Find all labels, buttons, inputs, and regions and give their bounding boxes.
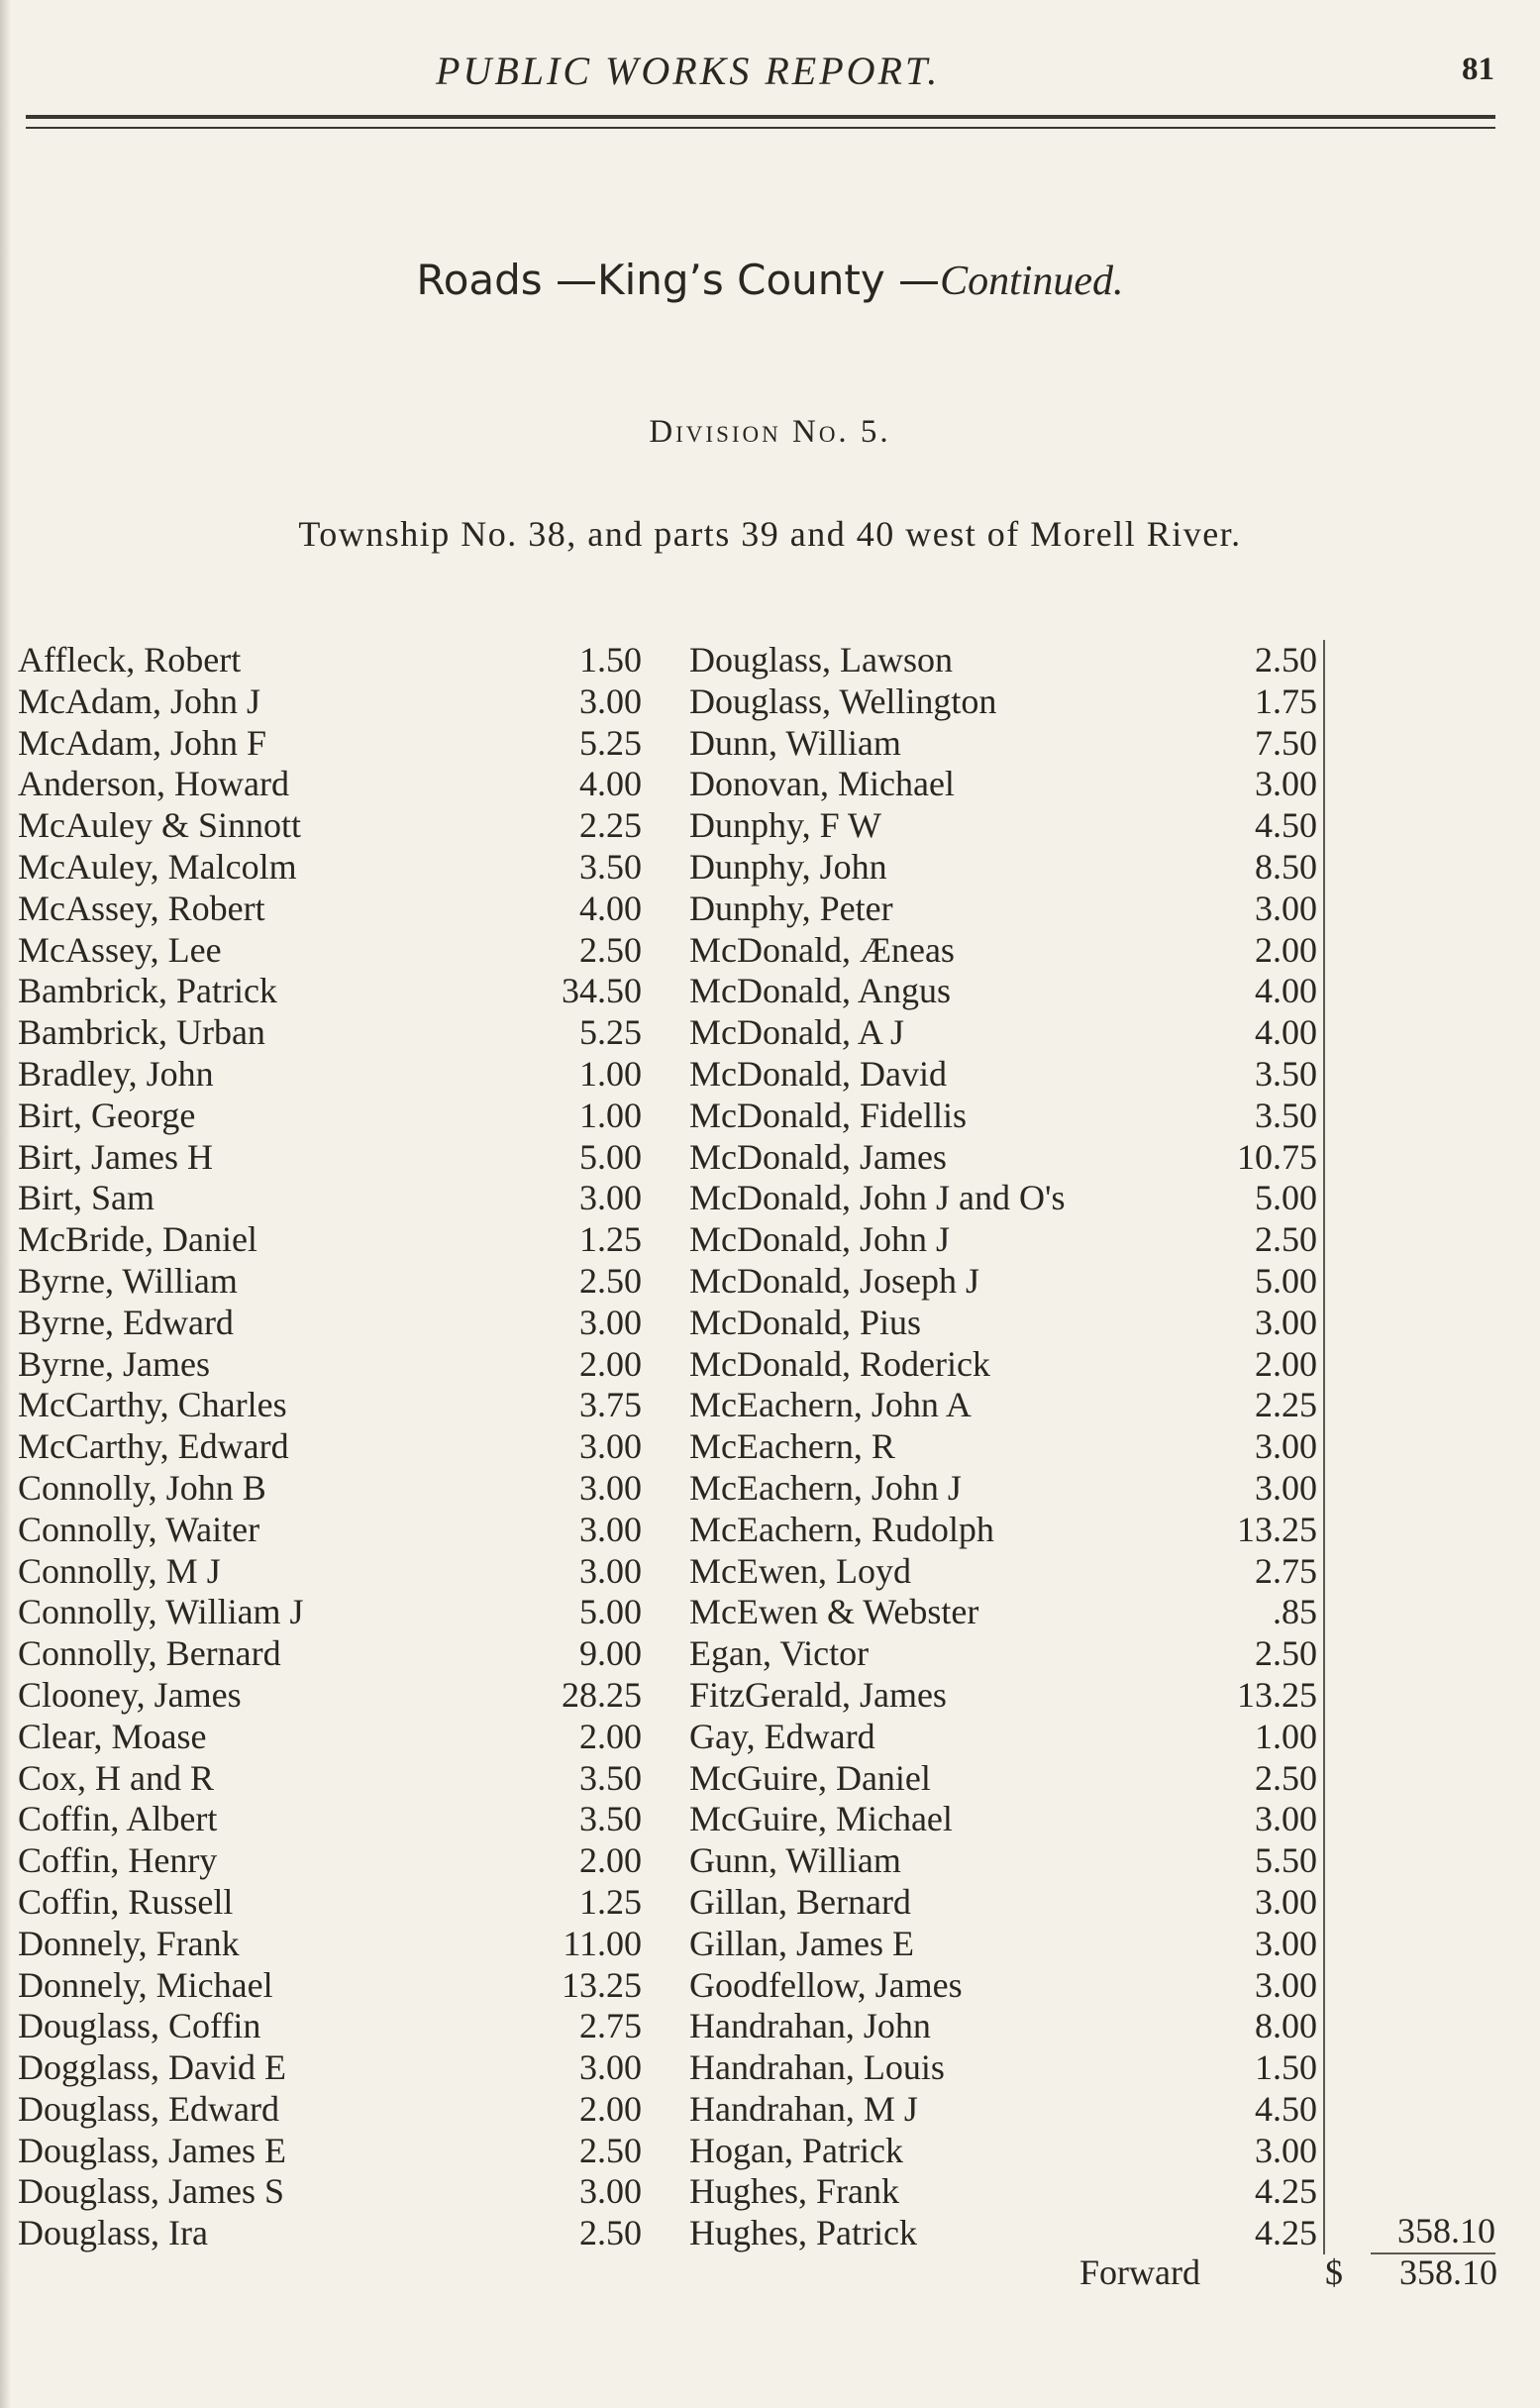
payment-amount: 3.00 — [1255, 1964, 1317, 2005]
payee-name: Bambrick, Patrick — [18, 971, 277, 1011]
payment-amount: 3.00 — [1255, 764, 1317, 804]
payment-amount: 8.50 — [1255, 846, 1317, 887]
payment-amount: 13.25 — [1237, 1674, 1317, 1715]
payment-amount: 4.25 — [1255, 2213, 1317, 2253]
payment-amount: 2.50 — [1255, 1633, 1317, 1674]
payment-amount: 2.25 — [1255, 1385, 1317, 1425]
payee-name: Douglass, Coffin — [18, 2006, 261, 2046]
payment-amount: 2.00 — [579, 1343, 642, 1384]
ledger-row — [689, 2006, 1323, 2047]
right-entry-column — [689, 640, 1325, 2254]
payment-amount: 7.50 — [1255, 722, 1317, 763]
ledger-row — [18, 2131, 642, 2172]
ledger-row — [689, 1758, 1323, 1800]
payee-name: Handrahan, John — [689, 2006, 931, 2046]
payee-name: Hughes, Frank — [689, 2171, 899, 2212]
payment-amount: 1.00 — [1255, 1716, 1317, 1756]
ledger-row — [689, 805, 1323, 847]
ledger-row — [18, 1012, 642, 1054]
ledger-row — [689, 1426, 1323, 1468]
payment-amount: 13.25 — [562, 1964, 642, 2005]
payee-name: Dogglass, David E — [18, 2047, 286, 2088]
payee-name: Coffin, Henry — [18, 1840, 218, 1881]
forward-label: Forward — [1079, 2252, 1200, 2292]
ledger-row — [689, 1137, 1323, 1179]
payee-name: Dunn, William — [689, 722, 901, 763]
payee-name: McDonald, A J — [689, 1012, 905, 1053]
payment-amount: 3.00 — [579, 1550, 642, 1591]
ledger-row — [689, 2131, 1323, 2172]
ledger-row — [689, 930, 1323, 972]
payee-name: Douglass, James E — [18, 2130, 286, 2170]
ledger-row — [18, 1717, 642, 1758]
ledger-row — [689, 1510, 1323, 1551]
ledger-row — [18, 1882, 642, 1924]
payment-amount: 3.00 — [579, 1467, 642, 1508]
payee-name: Clooney, James — [18, 1674, 242, 1715]
column-subtotal: 358.10 — [1371, 2209, 1495, 2254]
payment-amount: 3.50 — [579, 1757, 642, 1798]
payee-name: Bambrick, Urban — [18, 1012, 265, 1053]
payee-name: McAssey, Robert — [18, 888, 265, 928]
ledger-row — [18, 889, 642, 930]
payment-amount: 2.00 — [1255, 929, 1317, 970]
ledger-row — [18, 1096, 642, 1137]
payee-name: McDonald, Roderick — [689, 1343, 990, 1384]
ledger-row — [18, 1510, 642, 1551]
ledger-row — [689, 1219, 1323, 1261]
ledger-row — [689, 1592, 1323, 1633]
ledger-row — [18, 681, 642, 723]
payment-amount: 2.50 — [579, 2130, 642, 2170]
payee-name: McEachern, R — [689, 1426, 895, 1467]
payee-name: Connolly, William J — [18, 1592, 304, 1632]
payee-name: Birt, George — [18, 1095, 196, 1135]
payment-amount: 10.75 — [1237, 1136, 1317, 1177]
ledger-row — [18, 930, 642, 972]
payment-amount: 34.50 — [562, 971, 642, 1011]
payment-amount: 2.00 — [1255, 1343, 1317, 1384]
payee-name: McAdam, John J — [18, 681, 260, 721]
ledger-row — [689, 1717, 1323, 1758]
payee-name: McAssey, Lee — [18, 929, 222, 970]
header-rule-top — [26, 115, 1495, 119]
payment-amount: 2.25 — [579, 805, 642, 846]
payee-name: McDonald, Fidellis — [689, 1095, 967, 1135]
payment-amount: 1.25 — [579, 1881, 642, 1922]
payment-amount: 8.00 — [1255, 2006, 1317, 2046]
ledger-row — [18, 2089, 642, 2131]
payee-name: Cox, H and R — [18, 1757, 214, 1798]
ledger-row — [689, 847, 1323, 889]
forward-amount: 358.10 — [1399, 2252, 1497, 2292]
payee-name: Bradley, John — [18, 1053, 214, 1094]
payment-amount: 28.25 — [562, 1674, 642, 1715]
payee-name: McGuire, Daniel — [689, 1757, 931, 1798]
currency-symbol: $ — [1325, 2252, 1343, 2292]
payment-amount: .85 — [1273, 1592, 1317, 1632]
ledger-row — [689, 1675, 1323, 1717]
payee-name: McAuley, Malcolm — [18, 846, 297, 887]
ledger-row — [18, 1965, 642, 2007]
ledger-row — [18, 847, 642, 889]
ledger-row — [18, 1758, 642, 1800]
payee-name: McDonald, John J and O's — [689, 1178, 1066, 1218]
ledger-row — [18, 805, 642, 847]
payment-amount: 1.75 — [1255, 681, 1317, 721]
payment-amount: 3.00 — [1255, 1467, 1317, 1508]
payment-amount: 3.00 — [579, 2171, 642, 2212]
payment-amount: 2.00 — [579, 1840, 642, 1881]
ledger-row — [689, 1882, 1323, 1924]
ledger-row — [689, 1633, 1323, 1675]
payment-amount: 2.50 — [579, 929, 642, 970]
payment-amount: 5.00 — [1255, 1260, 1317, 1301]
ledger-row — [689, 681, 1323, 723]
payee-name: Gillan, Bernard — [689, 1881, 911, 1922]
payee-name: Egan, Victor — [689, 1633, 870, 1674]
ledger-row — [689, 640, 1323, 681]
ledger-row — [18, 2213, 642, 2254]
payment-amount: 2.75 — [1255, 1550, 1317, 1591]
payee-name: McEwen & Webster — [689, 1592, 979, 1632]
payee-name: Handrahan, M J — [689, 2088, 918, 2129]
payee-name: Donovan, Michael — [689, 764, 955, 804]
payee-name: Goodfellow, James — [689, 1964, 963, 2005]
payment-amount: 3.00 — [1255, 1302, 1317, 1342]
payee-name: Douglass, James S — [18, 2171, 284, 2212]
ledger-row — [18, 1137, 642, 1179]
payee-name: Connolly, M J — [18, 1550, 221, 1591]
ledger-row — [18, 1344, 642, 1386]
ledger-row — [18, 1551, 642, 1593]
payee-name: Anderson, Howard — [18, 764, 289, 804]
township-heading: Township No. 38, and parts 39 and 40 west of Morell River. — [298, 514, 1242, 554]
payee-name: McEachern, John J — [689, 1467, 962, 1508]
page-number: 81 — [1462, 52, 1494, 87]
payment-amount: 11.00 — [563, 1923, 642, 1963]
payee-name: Clear, Moase — [18, 1716, 207, 1756]
ledger-row — [18, 1468, 642, 1510]
payee-name: McAuley & Sinnott — [18, 805, 301, 846]
ledger-row — [18, 640, 642, 681]
ledger-row — [689, 723, 1323, 765]
section-title — [0, 256, 1540, 305]
payment-amount: 1.00 — [579, 1095, 642, 1135]
payment-amount: 2.50 — [1255, 1219, 1317, 1260]
payment-amount: 4.50 — [1255, 805, 1317, 846]
payment-amount: 3.00 — [1255, 1923, 1317, 1963]
payee-name: Douglass, Wellington — [689, 681, 997, 721]
payment-amount: 3.00 — [1255, 1799, 1317, 1839]
ledger-row — [18, 1219, 642, 1261]
payee-name: McAdam, John F — [18, 722, 266, 763]
payee-name: Gunn, William — [689, 1840, 901, 1881]
payment-amount: 4.50 — [1255, 2088, 1317, 2129]
payee-name: McBride, Daniel — [18, 1219, 257, 1260]
ledger-row — [689, 1303, 1323, 1344]
left-entry-column — [18, 640, 642, 2254]
payee-name: McDonald, James — [689, 1136, 947, 1177]
payment-amount: 3.75 — [579, 1385, 642, 1425]
payee-name: Gillan, James E — [689, 1923, 914, 1963]
payment-amount: 5.00 — [579, 1592, 642, 1632]
payee-name: Donnely, Frank — [18, 1923, 240, 1963]
division-heading: Division No. 5. — [649, 414, 891, 450]
payment-amount: 5.25 — [579, 722, 642, 763]
payee-name: Douglass, Lawson — [689, 640, 953, 680]
payment-amount: 5.00 — [579, 1136, 642, 1177]
payment-amount: 5.50 — [1255, 1840, 1317, 1881]
payment-amount: 4.00 — [579, 764, 642, 804]
ledger-row — [689, 1012, 1323, 1054]
payment-amount: 2.00 — [579, 1716, 642, 1756]
ledger-row — [689, 1178, 1323, 1219]
payment-amount: 2.50 — [579, 1260, 642, 1301]
payee-name: McDonald, David — [689, 1053, 947, 1094]
payee-name: Birt, James H — [18, 1136, 213, 1177]
section-title-continued: Continued. — [940, 259, 1124, 304]
ledger-row — [18, 2047, 642, 2089]
payee-name: McDonald, Pius — [689, 1302, 921, 1342]
payee-name: FitzGerald, James — [689, 1674, 947, 1715]
ledger-row — [18, 971, 642, 1012]
ledger-row — [689, 1799, 1323, 1840]
ledger-row — [18, 1840, 642, 1882]
ledger-row — [18, 1303, 642, 1344]
payment-amount: 5.00 — [1255, 1178, 1317, 1218]
payment-amount: 2.75 — [579, 2006, 642, 2046]
payee-name: Connolly, John B — [18, 1467, 266, 1508]
payee-name: Hogan, Patrick — [689, 2130, 903, 2170]
payment-amount: 1.00 — [579, 1053, 642, 1094]
payment-amount: 3.00 — [579, 1302, 642, 1342]
payment-amount: 4.25 — [1255, 2171, 1317, 2212]
payment-amount: 13.25 — [1237, 1509, 1317, 1549]
payment-amount: 3.50 — [1255, 1095, 1317, 1135]
payee-name: Dunphy, Peter — [689, 888, 893, 928]
section-title-main: Roads —King’s County — — [416, 256, 941, 304]
ledger-row — [689, 1261, 1323, 1303]
payee-name: Handrahan, Louis — [689, 2047, 945, 2088]
ledger-row — [689, 1096, 1323, 1137]
ledger-row — [18, 1633, 642, 1675]
payment-amount: 2.50 — [579, 2213, 642, 2253]
ledger-row — [689, 2047, 1323, 2089]
ledger-row — [689, 2089, 1323, 2131]
ledger-row — [689, 2171, 1323, 2213]
payment-amount: 1.25 — [579, 1219, 642, 1260]
payee-name: Dunphy, John — [689, 846, 887, 887]
payment-amount: 5.25 — [579, 1012, 642, 1053]
ledger-row — [689, 889, 1323, 930]
ledger-row — [18, 2171, 642, 2213]
payment-amount: 3.00 — [579, 681, 642, 721]
payee-name: Birt, Sam — [18, 1178, 155, 1218]
payment-amount: 3.00 — [1255, 888, 1317, 928]
ledger-row — [689, 1385, 1323, 1426]
payee-name: McDonald, Angus — [689, 971, 951, 1011]
ledger-row — [689, 2213, 1323, 2254]
payment-amount: 2.50 — [1255, 640, 1317, 680]
payment-amount: 3.00 — [579, 1426, 642, 1467]
ledger-row — [18, 2006, 642, 2047]
page-spine-shadow — [0, 0, 10, 2408]
payment-amount: 3.50 — [1255, 1053, 1317, 1094]
payment-amount: 3.50 — [579, 846, 642, 887]
running-title: PUBLIC WORKS REPORT. — [436, 49, 941, 93]
payment-amount: 4.00 — [1255, 971, 1317, 1011]
payee-name: Gay, Edward — [689, 1716, 875, 1756]
ledger-row — [18, 1178, 642, 1219]
ledger-row — [18, 1924, 642, 1965]
payment-amount: 3.00 — [1255, 2130, 1317, 2170]
ledger-row — [18, 723, 642, 765]
payee-name: McGuire, Michael — [689, 1799, 953, 1839]
ledger-row — [689, 1344, 1323, 1386]
ledger-row — [689, 764, 1323, 805]
payee-name: Dunphy, F W — [689, 805, 882, 846]
payment-amount: 3.00 — [579, 2047, 642, 2088]
payee-name: McCarthy, Charles — [18, 1385, 287, 1425]
payee-name: McDonald, Joseph J — [689, 1260, 979, 1301]
payment-amount: 9.00 — [579, 1633, 642, 1674]
payee-name: Coffin, Albert — [18, 1799, 218, 1839]
ledger-row — [18, 1426, 642, 1468]
payment-amount: 2.50 — [1255, 1757, 1317, 1798]
ledger-row — [18, 1592, 642, 1633]
ledger-row — [18, 1799, 642, 1840]
payee-name: Connolly, Waiter — [18, 1509, 260, 1549]
payment-amount: 3.00 — [1255, 1881, 1317, 1922]
payee-name: Byrne, James — [18, 1343, 210, 1384]
payee-name: Coffin, Russell — [18, 1881, 234, 1922]
ledger-row — [689, 1468, 1323, 1510]
payee-name: Connolly, Bernard — [18, 1633, 281, 1674]
ledger-row — [689, 1054, 1323, 1096]
payee-name: McDonald, John J — [689, 1219, 950, 1260]
payment-amount: 3.00 — [579, 1178, 642, 1218]
ledger-row — [18, 1054, 642, 1096]
payment-amount: 2.00 — [579, 2088, 642, 2129]
ledger-row — [18, 1675, 642, 1717]
ledger-row — [689, 1965, 1323, 2007]
payee-name: McEachern, Rudolph — [689, 1509, 994, 1549]
payee-name: McEachern, John A — [689, 1385, 972, 1425]
payment-amount: 4.00 — [1255, 1012, 1317, 1053]
payee-name: McCarthy, Edward — [18, 1426, 289, 1467]
payee-name: Hughes, Patrick — [689, 2213, 917, 2253]
ledger-row — [689, 1924, 1323, 1965]
payee-name: Douglass, Edward — [18, 2088, 279, 2129]
payee-name: McEwen, Loyd — [689, 1550, 911, 1591]
ledger-row — [18, 1385, 642, 1426]
ledger-row — [18, 764, 642, 805]
payee-name: McDonald, Æneas — [689, 929, 955, 970]
payee-name: Affleck, Robert — [18, 640, 242, 680]
payment-amount: 3.50 — [579, 1799, 642, 1839]
payee-name: Byrne, Edward — [18, 1302, 234, 1342]
payment-amount: 3.00 — [579, 1509, 642, 1549]
payment-amount: 4.00 — [579, 888, 642, 928]
ledger-row — [689, 1551, 1323, 1593]
payment-amount: 1.50 — [1255, 2047, 1317, 2088]
ledger-row — [18, 1261, 642, 1303]
payment-amount: 3.00 — [1255, 1426, 1317, 1467]
ledger-row — [689, 971, 1323, 1012]
payee-name: Donnely, Michael — [18, 1964, 273, 2005]
ledger-row — [689, 1840, 1323, 1882]
payee-name: Douglass, Ira — [18, 2213, 208, 2253]
header-rule-bottom — [26, 127, 1495, 129]
payee-name: Byrne, William — [18, 1260, 238, 1301]
payment-amount: 1.50 — [579, 640, 642, 680]
